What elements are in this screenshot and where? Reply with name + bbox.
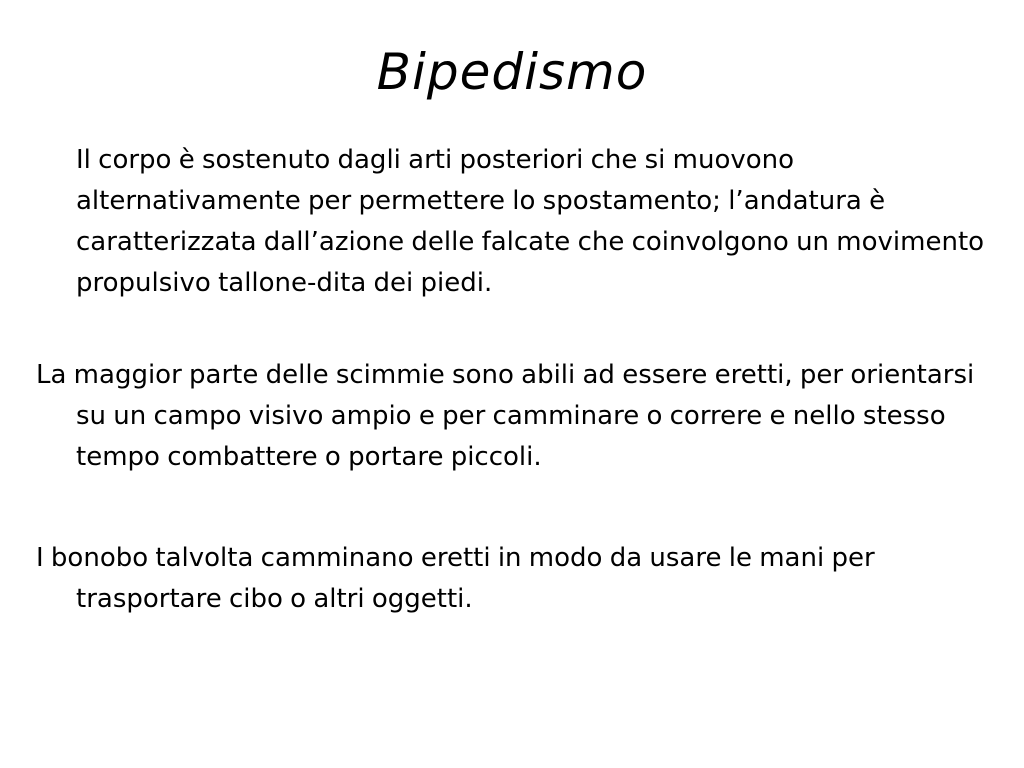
paragraph-monkeys-upright: La maggior parte delle scimmie sono abili ad essere eretti, per orientarsi su un campo visivo ampio e per camminare o correre e nello stesso tempo combattere o portare piccoli. <box>36 360 975 472</box>
slide-title: Bipedismo <box>376 43 648 101</box>
paragraph-body-support: Il corpo è sostenuto dagli arti posteriori che si muovono alternativamente per permettere lo spostamento; l’andatura è caratterizzata dall’azione delle falcate che coinvolgono un movimento propulsivo tallone-dita dei piedi. <box>76 145 985 298</box>
paragraph-bonobo-walking: I bonobo talvolta camminano eretti in modo da usare le mani per trasportare cibo o altri oggetti. <box>36 543 875 614</box>
